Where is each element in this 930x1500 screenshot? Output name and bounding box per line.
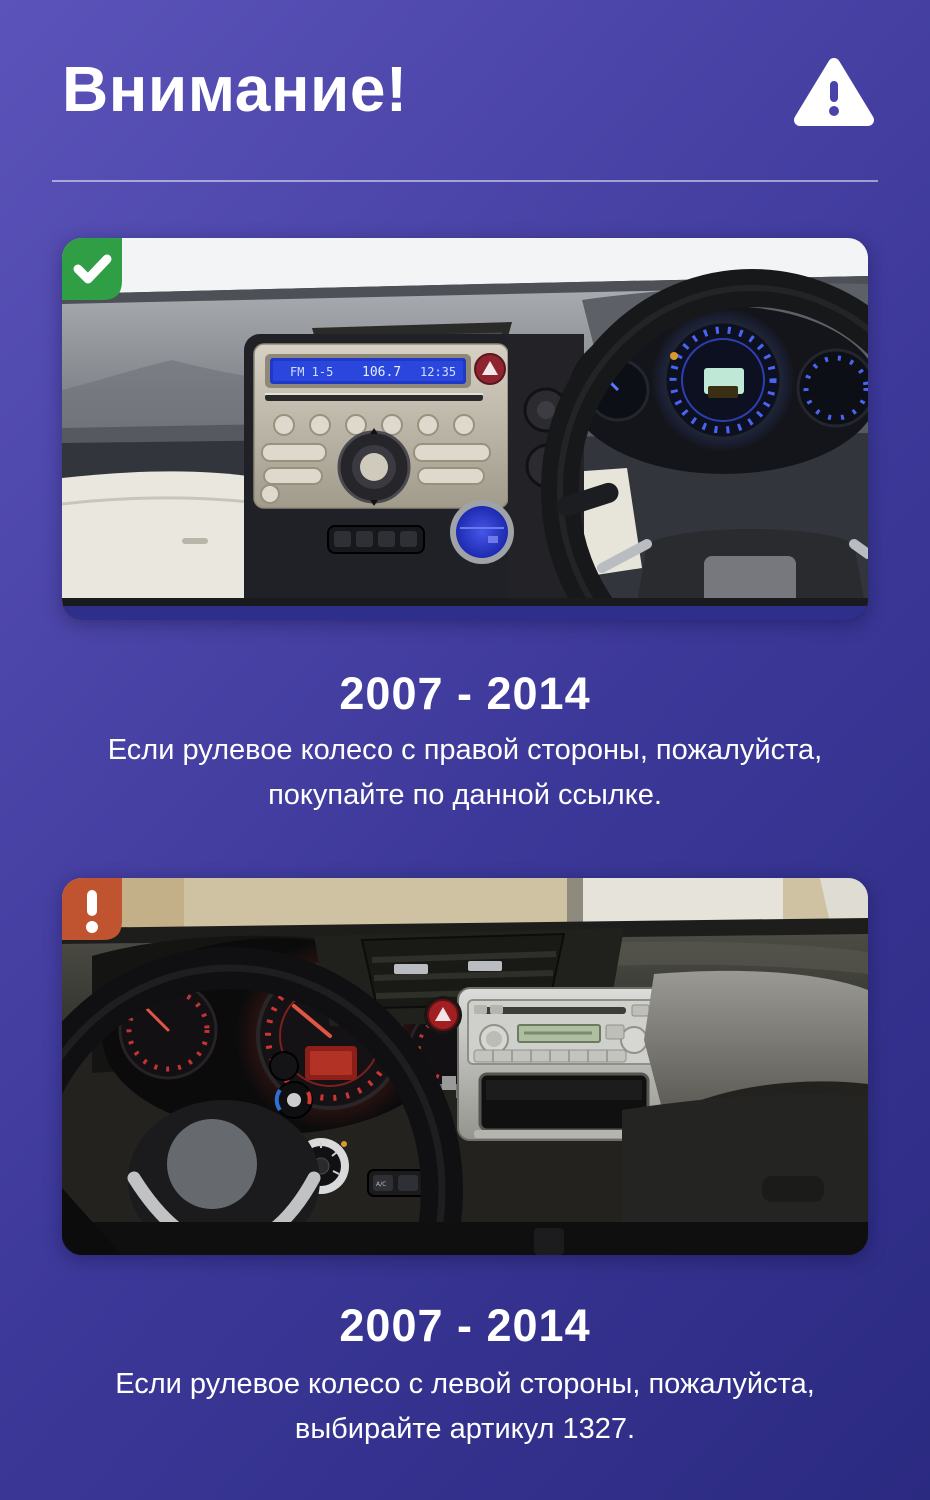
check-icon	[62, 238, 122, 300]
years-label-2: 2007 - 2014	[339, 1300, 591, 1351]
exclamation-icon	[62, 878, 122, 940]
photo-lhd-dashboard	[62, 878, 868, 1255]
svg-text:A/C: A/C	[376, 1181, 387, 1188]
description-2	[0, 1362, 930, 1452]
description-2-line1: Если рулевое колесо с левой стороны, пожалуйста,	[115, 1368, 815, 1400]
photo-card-lhd	[62, 878, 868, 1255]
radio-band-text: FM 1-5	[290, 365, 334, 379]
page-title: Внимание!	[62, 53, 408, 125]
description-1	[0, 728, 930, 818]
radio-freq-text: 106.7	[362, 365, 402, 380]
years-label-1: 2007 - 2014	[339, 668, 591, 719]
description-1-line2: покупайте по данной ссылке.	[268, 779, 662, 811]
warning-triangle-icon	[794, 56, 874, 130]
divider	[52, 180, 878, 182]
photo-rhd-dashboard	[62, 238, 868, 620]
radio-clock-text: 12:35	[420, 365, 457, 379]
alert-badge	[62, 878, 122, 940]
description-1-line1: Если рулевое колесо с правой стороны, пожалуйста,	[107, 734, 823, 766]
check-badge	[62, 238, 122, 300]
description-2-line2: выбирайте артикул 1327.	[294, 1413, 636, 1445]
photo-card-rhd	[62, 238, 868, 620]
